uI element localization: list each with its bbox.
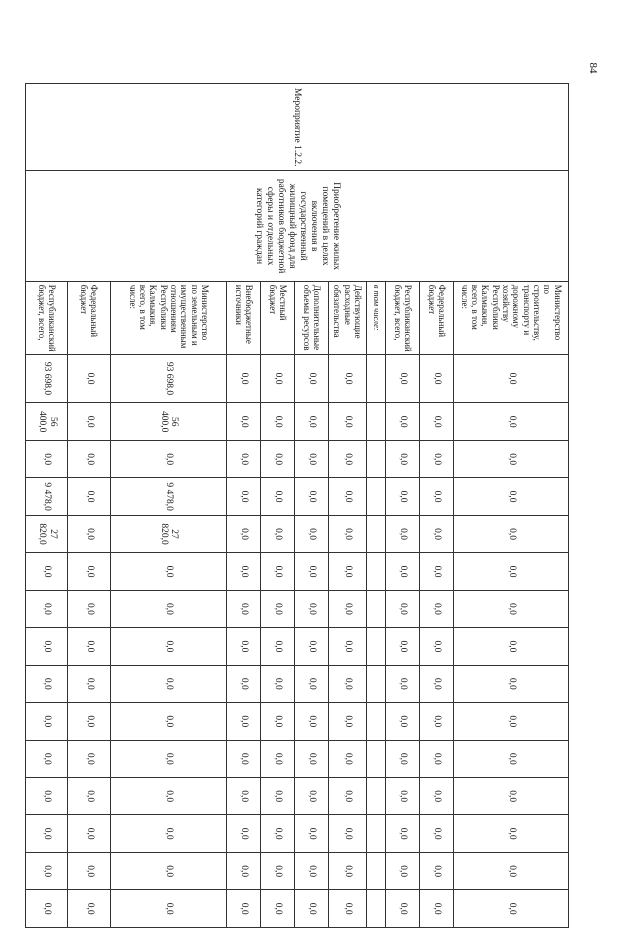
value-cell: 0,0 (227, 740, 261, 777)
value-cell (367, 515, 386, 552)
value-cell: 0,0 (329, 590, 367, 627)
value-cell: 0,0 (454, 628, 569, 665)
value-cell: 0,0 (68, 403, 110, 440)
value-cell: 9 478,0 (110, 478, 227, 515)
value-cell: 0,0 (261, 628, 295, 665)
value-cell: 0,0 (420, 354, 454, 403)
value-cell: 0,0 (68, 440, 110, 477)
value-cell: 0,0 (261, 440, 295, 477)
value-cell: 0,0 (454, 740, 569, 777)
value-cell: 93 698,0 (26, 354, 68, 403)
value-cell: 0,0 (454, 515, 569, 552)
value-cell (367, 354, 386, 403)
value-cell: 0,0 (420, 778, 454, 815)
value-cell: 0,0 (68, 852, 110, 889)
funding-source: Федеральный бюджет (68, 281, 110, 354)
value-cell: 0,0 (68, 890, 110, 928)
value-cell: 0,0 (227, 440, 261, 477)
value-cell: 0,0 (420, 665, 454, 702)
value-cell: 27 820,0 (110, 515, 227, 552)
value-cell: 0,0 (261, 665, 295, 702)
value-cell: 0,0 (329, 440, 367, 477)
value-cell: 0,0 (26, 890, 68, 928)
value-cell: 0,0 (295, 440, 329, 477)
value-cell: 0,0 (454, 403, 569, 440)
value-cell: 0,0 (227, 665, 261, 702)
value-cell: 0,0 (26, 590, 68, 627)
value-cell: 0,0 (110, 628, 227, 665)
value-cell: 0,0 (329, 478, 367, 515)
value-cell: 0,0 (454, 703, 569, 740)
value-cell: 0,0 (295, 515, 329, 552)
value-cell: 0,0 (454, 890, 569, 928)
value-cell: 0,0 (295, 354, 329, 403)
funding-source: Республиканский бюджет, всего, (26, 281, 68, 354)
value-cell: 0,0 (420, 440, 454, 477)
value-cell (367, 403, 386, 440)
value-cell: 0,0 (26, 740, 68, 777)
value-cell: 0,0 (227, 354, 261, 403)
value-cell: 0,0 (110, 815, 227, 852)
value-cell: 0,0 (420, 553, 454, 590)
value-cell: 0,0 (420, 852, 454, 889)
value-cell (367, 778, 386, 815)
value-cell (367, 740, 386, 777)
value-cell: 0,0 (295, 478, 329, 515)
value-cell: 0,0 (295, 852, 329, 889)
value-cell: 0,0 (329, 665, 367, 702)
value-cell: 0,0 (295, 403, 329, 440)
funding-source: Местный бюджет (261, 281, 295, 354)
value-cell (367, 553, 386, 590)
value-cell: 0,0 (420, 740, 454, 777)
value-cell: 0,0 (261, 703, 295, 740)
value-cell (367, 440, 386, 477)
value-cell: 0,0 (68, 778, 110, 815)
value-cell: 0,0 (261, 815, 295, 852)
value-cell: 0,0 (110, 740, 227, 777)
value-cell: 0,0 (454, 852, 569, 889)
value-cell: 0,0 (26, 815, 68, 852)
value-cell: 0,0 (420, 890, 454, 928)
value-cell: 0,0 (386, 440, 420, 477)
value-cell (367, 815, 386, 852)
value-cell: 0,0 (26, 665, 68, 702)
value-cell: 0,0 (261, 778, 295, 815)
value-cell: 0,0 (227, 515, 261, 552)
value-cell: 0,0 (454, 478, 569, 515)
activity-name: Приобретение жилых помещений в целях включения в государственный жилищный фонд для работников бюджетной сферы и отдельных категорий граждан (26, 171, 569, 281)
value-cell: 0,0 (68, 740, 110, 777)
value-cell: 0,0 (329, 553, 367, 590)
value-cell: 0,0 (329, 778, 367, 815)
value-cell: 0,0 (26, 703, 68, 740)
value-cell: 0,0 (261, 403, 295, 440)
value-cell: 56 400,0 (110, 403, 227, 440)
value-cell: 0,0 (329, 403, 367, 440)
value-cell: 0,0 (454, 815, 569, 852)
value-cell: 0,0 (329, 890, 367, 928)
value-cell (367, 852, 386, 889)
value-cell (367, 703, 386, 740)
value-cell (367, 590, 386, 627)
value-cell: 0,0 (329, 815, 367, 852)
value-cell: 56 400,0 (26, 403, 68, 440)
value-cell: 93 698,0 (110, 354, 227, 403)
page-number: 84 (587, 62, 599, 74)
value-cell: 0,0 (68, 354, 110, 403)
value-cell: 0,0 (261, 890, 295, 928)
value-cell: 0,0 (454, 590, 569, 627)
value-cell: 0,0 (227, 553, 261, 590)
value-cell: 0,0 (227, 703, 261, 740)
value-cell: 0,0 (227, 852, 261, 889)
value-cell: 0,0 (68, 703, 110, 740)
value-cell: 0,0 (26, 440, 68, 477)
value-cell: 0,0 (261, 354, 295, 403)
value-cell: 0,0 (420, 703, 454, 740)
value-cell: 0,0 (26, 778, 68, 815)
value-cell: 0,0 (386, 628, 420, 665)
value-cell: 0,0 (68, 628, 110, 665)
value-cell: 0,0 (295, 778, 329, 815)
funding-source: Министерство по строительству, транспорту и дорожному хозяйству Республики Калмыкия, всего, в том числе: (454, 281, 569, 354)
value-cell: 0,0 (329, 852, 367, 889)
value-cell: 0,0 (386, 515, 420, 552)
value-cell: 0,0 (420, 628, 454, 665)
value-cell: 0,0 (386, 740, 420, 777)
funding-source: Федеральный бюджет (420, 281, 454, 354)
value-cell: 0,0 (329, 740, 367, 777)
value-cell: 0,0 (26, 852, 68, 889)
value-cell: 0,0 (386, 665, 420, 702)
value-cell (367, 628, 386, 665)
value-cell: 0,0 (295, 815, 329, 852)
table-row (454, 84, 569, 928)
value-cell: 0,0 (295, 628, 329, 665)
value-cell (367, 478, 386, 515)
value-cell: 0,0 (329, 515, 367, 552)
value-cell: 0,0 (261, 852, 295, 889)
value-cell: 0,0 (329, 354, 367, 403)
value-cell: 0,0 (110, 665, 227, 702)
value-cell: 0,0 (454, 553, 569, 590)
value-cell: 0,0 (420, 590, 454, 627)
value-cell: 0,0 (68, 665, 110, 702)
budget-table (25, 83, 569, 928)
value-cell: 0,0 (386, 553, 420, 590)
value-cell (367, 890, 386, 928)
value-cell (367, 665, 386, 702)
value-cell: 0,0 (227, 778, 261, 815)
value-cell: 0,0 (386, 403, 420, 440)
value-cell: 0,0 (227, 890, 261, 928)
value-cell: 0,0 (110, 852, 227, 889)
value-cell: 0,0 (420, 815, 454, 852)
value-cell: 0,0 (454, 778, 569, 815)
funding-source: Действующие расходные обязательства (329, 281, 367, 354)
value-cell: 0,0 (68, 553, 110, 590)
value-cell: 9 478,0 (26, 478, 68, 515)
value-cell: 0,0 (454, 354, 569, 403)
value-cell: 0,0 (261, 478, 295, 515)
value-cell: 0,0 (261, 515, 295, 552)
value-cell: 0,0 (386, 815, 420, 852)
value-cell: 0,0 (68, 478, 110, 515)
value-cell: 0,0 (110, 778, 227, 815)
value-cell: 0,0 (261, 590, 295, 627)
value-cell: 27 820,0 (26, 515, 68, 552)
value-cell: 0,0 (26, 628, 68, 665)
value-cell: 0,0 (329, 628, 367, 665)
value-cell: 0,0 (295, 890, 329, 928)
value-cell: 0,0 (386, 778, 420, 815)
funding-source: Республиканский бюджет, всего, (386, 281, 420, 354)
value-cell: 0,0 (295, 590, 329, 627)
value-cell: 0,0 (26, 553, 68, 590)
value-cell: 0,0 (454, 440, 569, 477)
value-cell: 0,0 (261, 740, 295, 777)
value-cell: 0,0 (227, 628, 261, 665)
value-cell: 0,0 (227, 590, 261, 627)
value-cell: 0,0 (295, 553, 329, 590)
value-cell: 0,0 (261, 553, 295, 590)
value-cell: 0,0 (386, 703, 420, 740)
value-cell: 0,0 (68, 815, 110, 852)
funding-source: Министерство по земельным и имущественным отношениям Республики Калмыкия, всего, в том числе: (110, 281, 227, 354)
value-cell: 0,0 (68, 515, 110, 552)
funding-source: Дополнительные объемы ресурсов (295, 281, 329, 354)
value-cell: 0,0 (227, 403, 261, 440)
value-cell: 0,0 (110, 440, 227, 477)
value-cell: 0,0 (329, 703, 367, 740)
value-cell: 0,0 (420, 403, 454, 440)
value-cell: 0,0 (386, 890, 420, 928)
value-cell: 0,0 (68, 590, 110, 627)
value-cell: 0,0 (110, 703, 227, 740)
value-cell: 0,0 (110, 890, 227, 928)
value-cell: 0,0 (295, 665, 329, 702)
value-cell: 0,0 (386, 354, 420, 403)
value-cell: 0,0 (386, 590, 420, 627)
value-cell: 0,0 (110, 553, 227, 590)
value-cell: 0,0 (386, 478, 420, 515)
value-cell: 0,0 (420, 515, 454, 552)
funding-source: в том числе: (367, 281, 386, 354)
value-cell: 0,0 (454, 665, 569, 702)
value-cell: 0,0 (386, 852, 420, 889)
value-cell: 0,0 (227, 478, 261, 515)
value-cell: 0,0 (110, 590, 227, 627)
value-cell: 0,0 (295, 740, 329, 777)
value-cell: 0,0 (227, 815, 261, 852)
budget-table-frame (25, 83, 569, 928)
activity-code: Мероприятие 1.2.2. (26, 84, 569, 171)
funding-source: Внебюджетные источники (227, 281, 261, 354)
value-cell: 0,0 (420, 478, 454, 515)
value-cell: 0,0 (295, 703, 329, 740)
